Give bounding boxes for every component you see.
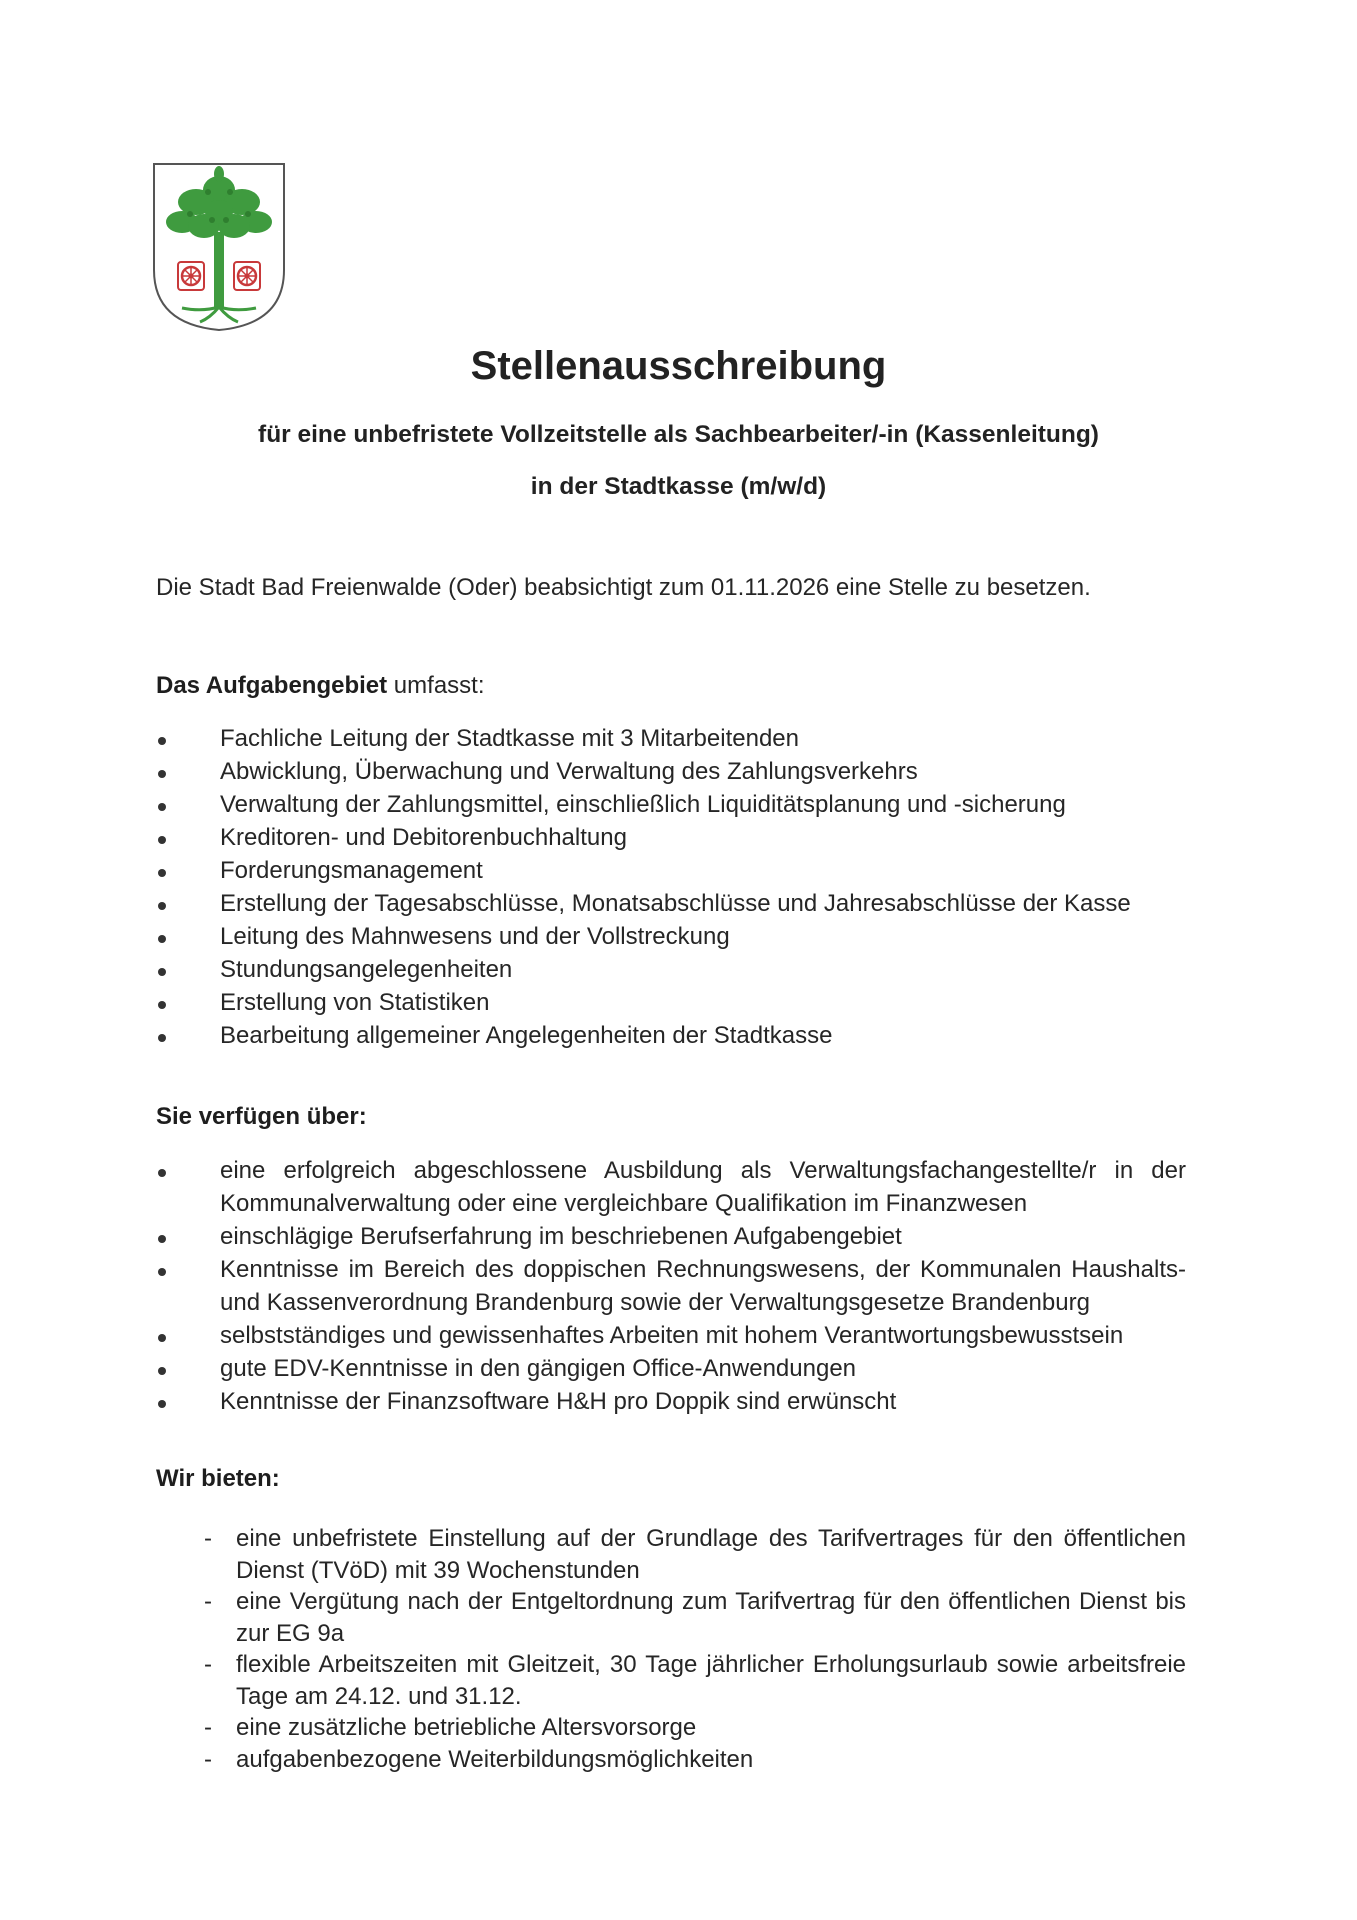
list-item — [156, 755, 1186, 788]
list-item — [156, 920, 1186, 953]
list-item — [156, 788, 1186, 821]
list-item-text: Stundungsangelegenheiten — [220, 956, 513, 983]
intro-paragraph: Die Stadt Bad Freienwalde (Oder) beabsichtigt zum 01.11.2026 eine Stelle zu besetzen. — [156, 574, 1091, 601]
bullet-icon — [158, 1400, 166, 1408]
list-item-text: Kenntnisse der Finanzsoftware H&H pro Doppik sind erwünscht — [220, 1388, 897, 1415]
list-item-text: Forderungsmanagement — [220, 857, 483, 884]
offer-heading — [156, 1465, 280, 1493]
bullet-icon — [158, 1034, 166, 1042]
list-item-text: gute EDV-Kenntnisse in den gängigen Office-Anwendungen — [220, 1355, 857, 1382]
page-title: Stellenausschreibung — [470, 344, 887, 388]
dash-icon: - — [204, 1714, 212, 1741]
list-item — [204, 1649, 1186, 1712]
list-item — [156, 1319, 1186, 1352]
list-item-text: einschlägige Berufserfahrung im beschriebenen Aufgabengebiet — [220, 1223, 902, 1250]
list-item — [156, 821, 1186, 854]
requirements-heading-text: Sie verfügen über: — [156, 1103, 367, 1130]
list-item-text: Bearbeitung allgemeiner Angelegenheiten der Stadtkasse — [220, 1022, 833, 1049]
list-item — [204, 1712, 1186, 1744]
list-item-text: selbstständiges und gewissenhaftes Arbeiten mit hohem Verantwortungsbewusstsein — [220, 1322, 1124, 1349]
list-item — [156, 1352, 1186, 1385]
dash-icon: - — [204, 1588, 212, 1615]
dash-icon: - — [204, 1525, 212, 1552]
offer-list — [204, 1523, 1186, 1775]
bullet-icon — [158, 803, 166, 811]
bullet-icon — [158, 1367, 166, 1375]
tasks-heading-bold: Das Aufgabengebiet — [156, 672, 388, 699]
list-item-text: eine Vergütung nach der Entgeltordnung zum Tarifvertrag für den öffentlichen Dienst bis zur EG 9a — [236, 1588, 1186, 1647]
bullet-icon — [158, 869, 166, 877]
offer-heading-text: Wir bieten: — [156, 1465, 280, 1492]
list-item — [156, 1019, 1186, 1052]
list-item — [204, 1586, 1186, 1649]
list-item — [156, 854, 1186, 887]
list-item-text: eine zusätzliche betriebliche Altersvorsorge — [236, 1714, 697, 1741]
list-item — [156, 887, 1186, 920]
bullet-icon — [158, 1268, 166, 1276]
tasks-list — [156, 722, 1186, 1052]
bullet-icon — [158, 770, 166, 778]
bullet-icon — [158, 1235, 166, 1243]
list-item — [156, 722, 1186, 755]
bullet-icon — [158, 1334, 166, 1342]
list-item — [156, 986, 1186, 1019]
list-item-text: Kenntnisse im Bereich des doppischen Rechnungswesens, der Kommunalen Haushalts- und Kassenverordnung Brandenburg sowie der Verwaltungsgesetze Brandenburg — [220, 1256, 1186, 1316]
list-item-text: aufgabenbezogene Weiterbildungsmöglichkeiten — [236, 1745, 754, 1773]
tasks-heading — [156, 672, 485, 700]
list-item — [204, 1523, 1186, 1586]
dash-icon: - — [204, 1651, 212, 1678]
list-item-text: Verwaltung der Zahlungsmittel, einschließlich Liquiditätsplanung und -sicherung — [220, 791, 1066, 818]
list-item — [156, 1253, 1186, 1319]
list-item — [204, 1744, 1186, 1776]
bullet-icon — [158, 968, 166, 976]
bullet-icon — [158, 902, 166, 910]
list-item-text: flexible Arbeitszeiten mit Gleitzeit, 30 Tage jährlicher Erholungsurlaub sowie arbeitsfreie Tage am 24.12. und 31.12. — [236, 1651, 1186, 1710]
bullet-icon — [158, 737, 166, 745]
list-item-text: Kreditoren- und Debitorenbuchhaltung — [220, 824, 627, 851]
list-item-text: Erstellung von Statistiken — [220, 989, 490, 1016]
bullet-icon — [158, 935, 166, 943]
list-item — [156, 1385, 1186, 1418]
list-item — [156, 953, 1186, 986]
tasks-heading-rest: umfasst: — [387, 672, 485, 699]
coat-of-arms-logo — [152, 162, 286, 332]
requirements-heading — [156, 1103, 367, 1131]
list-item-text: Leitung des Mahnwesens und der Vollstreckung — [220, 923, 730, 950]
bullet-icon — [158, 1169, 166, 1177]
list-item-text: Abwicklung, Überwachung und Verwaltung des Zahlungsverkehrs — [220, 758, 918, 785]
list-item-text: Erstellung der Tagesabschlüsse, Monatsabschlüsse und Jahresabschlüsse der Kasse — [220, 890, 1131, 917]
list-item-text: Fachliche Leitung der Stadtkasse mit 3 Mitarbeitenden — [220, 725, 799, 752]
dash-icon: - — [204, 1745, 212, 1773]
bullet-icon — [158, 1001, 166, 1009]
list-item — [156, 1154, 1186, 1220]
subtitle-department: in der Stadtkasse (m/w/d) — [530, 473, 827, 500]
list-item — [156, 1220, 1186, 1253]
requirements-list — [156, 1154, 1186, 1418]
subtitle-position: für eine unbefristete Vollzeitstelle als Sachbearbeiter/-in (Kassenleitung) — [258, 421, 1099, 448]
list-item-text: eine erfolgreich abgeschlossene Ausbildung als Verwaltungsfachangestellte/r in der Kommunalverwaltung oder eine vergleichbare Qualifikation im Finanzwesen — [220, 1157, 1186, 1217]
list-item-text: eine unbefristete Einstellung auf der Grundlage des Tarifvertrages für den öffentlichen Dienst (TVöD) mit 39 Wochenstunden — [236, 1525, 1186, 1584]
bullet-icon — [158, 836, 166, 844]
